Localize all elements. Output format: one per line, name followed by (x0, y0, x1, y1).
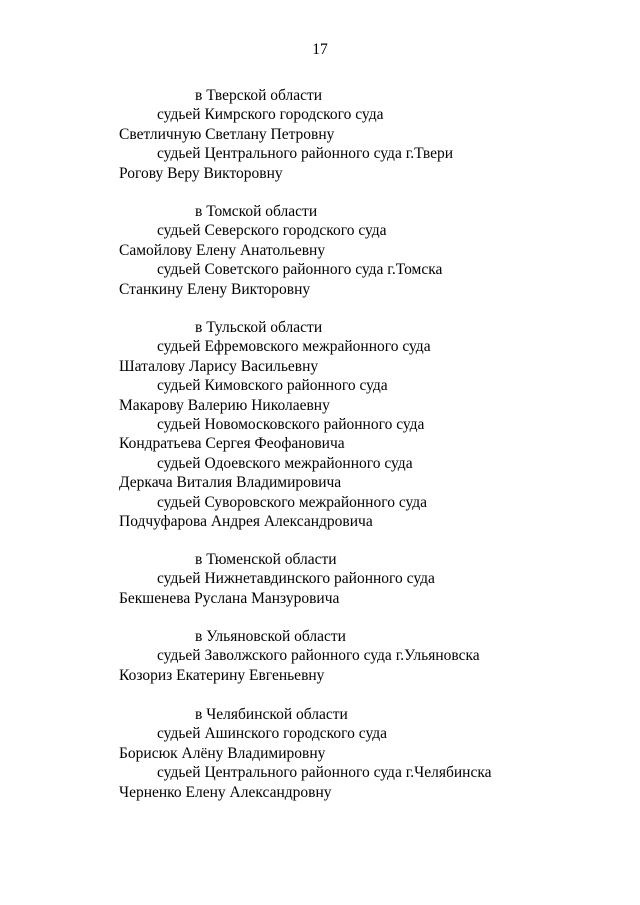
court-name: судьей Ашинского городского суда (157, 725, 387, 743)
judge-name: Кондратьева Сергея Феофановича (119, 435, 345, 453)
region-heading: в Ульяновской области (195, 628, 346, 645)
court-name: судьей Кимрского городского суда (157, 106, 384, 124)
region-heading: в Томской области (195, 203, 318, 220)
section-tula (0, 318, 640, 531)
section-tyumen (0, 550, 640, 608)
region-heading: в Тверской области (195, 87, 323, 104)
court-name: судьей Суворовского межрайонного суда (157, 493, 428, 511)
judge-name: Рогову Веру Викторовну (119, 164, 283, 182)
court-name: судьей Ефремовского межрайонного суда (157, 338, 431, 356)
judge-name: Шаталову Ларису Васильевну (119, 357, 319, 375)
court-name: судьей Центрального районного суда г.Челябинска (157, 764, 492, 782)
judge-name: Макарову Валерию Николаевну (119, 396, 330, 414)
page-number: 17 (312, 41, 328, 58)
court-name: судьей Заволжского районного суда г.Ульяновска (157, 647, 480, 665)
judge-name: Самойлову Елену Анатольевну (119, 241, 326, 259)
section-tomsk (0, 202, 640, 299)
section-ulyanovsk (0, 627, 640, 685)
court-name: судьей Новомосковского районного суда (157, 416, 425, 434)
judge-name: Станкину Елену Викторовну (119, 280, 311, 298)
court-name: судьей Одоевского межрайонного суда (157, 454, 413, 472)
court-name: судьей Нижнетавдинского районного суда (157, 570, 435, 588)
judge-name: Бекшенева Руслана Манзуровича (119, 589, 340, 607)
region-heading: в Тульской области (195, 319, 323, 336)
judge-name: Подчуфарова Андрея Александровича (119, 513, 373, 531)
court-name: судьей Советского районного суда г.Томска (157, 261, 443, 279)
judge-name: Деркача Виталия Владимировича (119, 474, 342, 492)
section-chelyabinsk (0, 705, 640, 802)
judge-name: Светличную Светлану Петровну (119, 125, 335, 143)
court-name: судьей Кимовского районного суда (157, 377, 388, 395)
judge-name: Борисюк Алёну Владимировну (119, 744, 326, 762)
region-heading: в Тюменской области (195, 551, 337, 568)
court-name: судьей Северского городского суда (157, 222, 387, 240)
court-name: судьей Центрального районного суда г.Твери (157, 145, 454, 163)
region-heading: в Челябинской области (195, 706, 348, 723)
section-tver (0, 86, 640, 183)
judge-name: Черненко Елену Александровну (119, 783, 332, 801)
judge-name: Козориз Екатерину Евгеньевну (119, 666, 325, 684)
